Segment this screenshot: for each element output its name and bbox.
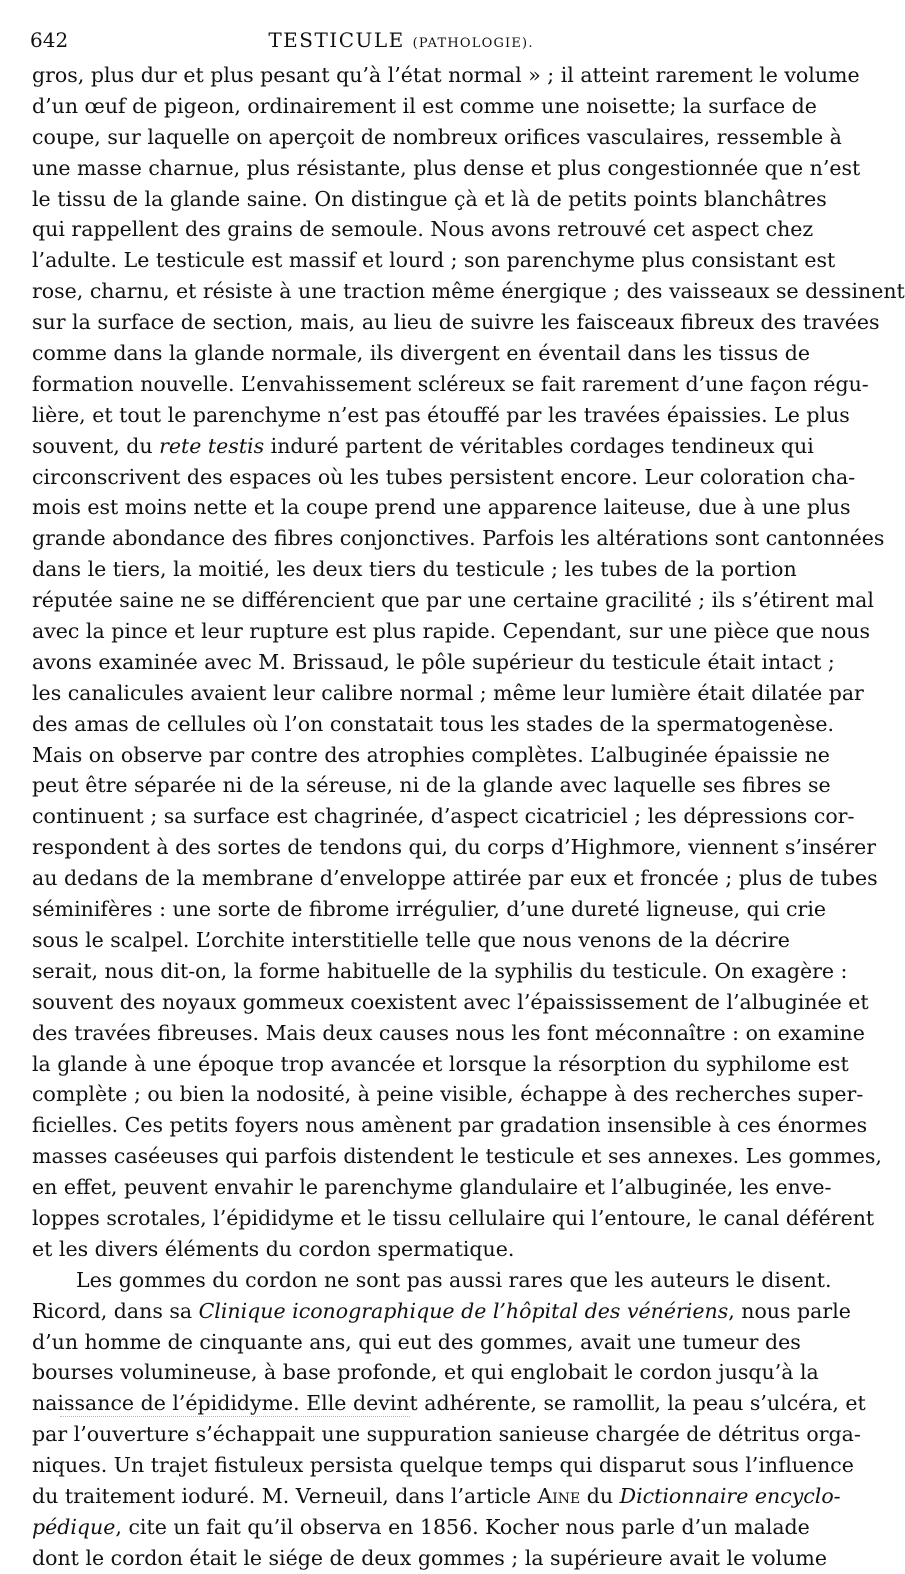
- text-line: peut être séparée ni de la séreuse, ni de la glande avec laquelle ses fibres se: [32, 773, 831, 798]
- running-title-section: (PATHOLOGIE).: [412, 36, 534, 51]
- running-head: [30, 28, 772, 62]
- text-line: dans le tiers, la moitié, les deux tiers du testicule ; les tubes de la portion: [32, 557, 797, 582]
- text-line: souvent des noyaux gommeux coexistent avec l’épaississement de l’albuginée et: [32, 989, 869, 1014]
- text-segment: induré partent de véritables cordages tendineux qui: [264, 433, 814, 458]
- page-number: 642: [30, 28, 69, 52]
- text-line: [32, 1296, 851, 1327]
- italic-title-dictionnaire: Dictionnaire encyclo-: [619, 1483, 841, 1508]
- text-line: [32, 431, 814, 462]
- text-line: une masse charnue, plus résistante, plus dense et plus congestionnée que n’est: [32, 155, 861, 180]
- smallcaps-name-aine: Aine: [537, 1483, 581, 1508]
- text-line: serait, nous dit-on, la forme habituelle de la syphilis du testicule. On exagère :: [32, 958, 848, 983]
- text-line: formation nouvelle. L’envahissement scléreux se fait rarement d’une façon régu-: [32, 371, 869, 396]
- text-line: sous le scalpel. L’orchite interstitielle telle que nous venons de la décrire: [32, 927, 790, 952]
- running-title: [30, 28, 772, 52]
- text-line: comme dans la glande normale, ils divergent en éventail dans les tissus de: [32, 341, 811, 366]
- text-line: les canalicules avaient leur calibre normal ; même leur lumière était dilatée par: [32, 680, 864, 705]
- text-line: loppes scrotales, l’épididyme et le tissu cellulaire qui l’entoure, le canal déférent: [32, 1205, 875, 1230]
- text-line: bourses volumineuse, à base profonde, et qui englobait le cordon jusqu’à la: [32, 1360, 819, 1385]
- text-line: des amas de cellules où l’on constatait tous les stades de la spermatogenèse.: [32, 711, 835, 736]
- text-line: respondent à des sortes de tendons qui, du corps d’Highmore, viennent s’insérer: [32, 835, 877, 860]
- italic-title-pedique: pédique: [32, 1514, 116, 1539]
- text-line: masses caséeuses qui parfois distendent le testicule et ses annexes. Les gommes,: [32, 1144, 882, 1169]
- text-line: dont le cordon était le siége de deux gommes ; la supérieure avait le volume: [32, 1545, 827, 1570]
- text-line: niques. Un trajet fistuleux persista quelque temps qui disparut sous l’influence: [32, 1453, 854, 1478]
- text-line: avec la pince et leur rupture est plus rapide. Cependant, sur une pièce que nous: [32, 619, 871, 644]
- text-line: rose, charnu, et résiste à une traction même énergique ; des vaisseaux se dessinent: [32, 279, 905, 304]
- text-line: et les divers éléments du cordon spermatique.: [32, 1236, 515, 1261]
- italic-title-clinique: Clinique iconographique de l’hôpital des vénériens: [198, 1298, 729, 1323]
- text-line: ficielles. Ces petits foyers nous amènent par gradation insensible à ces énormes: [32, 1113, 868, 1138]
- text-line: [32, 1512, 810, 1543]
- text-line: grande abondance des fibres conjonctives. Parfois les altérations sont cantonnées: [32, 526, 885, 551]
- text-segment: Ricord, dans sa: [32, 1298, 199, 1323]
- text-line: en effet, peuvent envahir le parenchyme glandulaire et l’albuginée, les enve-: [32, 1175, 832, 1200]
- text-line: lière, et tout le parenchyme n’est pas étouffé par les travées épaissies. Le plus: [32, 402, 850, 427]
- text-segment: du: [580, 1483, 620, 1508]
- italic-term-rete-testis: rete testis: [159, 433, 265, 458]
- text-line: l’adulte. Le testicule est massif et lourd ; son parenchyme plus consistant est: [32, 248, 836, 273]
- text-line: d’un œuf de pigeon, ordinairement il est comme une noisette; la surface de: [32, 93, 817, 118]
- text-line: sur la surface de section, mais, au lieu de suivre les faisceaux fibreux des travées: [32, 310, 880, 335]
- text-line: continuent ; sa surface est chagrinée, d’aspect cicatriciel ; les dépressions cor-: [32, 804, 855, 829]
- text-line: [32, 1481, 841, 1512]
- text-line: gros, plus dur et plus pesant qu’à l’état normal » ; il atteint rarement le volume: [32, 63, 860, 87]
- text-segment: du traitement ioduré. M. Verneuil, dans l’article: [32, 1483, 538, 1508]
- text-line: le tissu de la glande saine. On distingue çà et là de petits points blanchâtres: [32, 186, 827, 211]
- text-line: la glande à une époque trop avancée et lorsque la résorption du syphilome est: [32, 1051, 849, 1076]
- text-segment: , nous parle: [728, 1298, 851, 1323]
- text-line: complète ; ou bien la nodosité, à peine visible, échappe à des recherches super-: [32, 1082, 864, 1107]
- text-line: coupe, sur laquelle on aperçoit de nombreux orifices vasculaires, ressemble à: [32, 124, 842, 149]
- footer-rule: [60, 1416, 410, 1417]
- text-line: au dedans de la membrane d’enveloppe attirée par eux et froncée ; plus de tubes: [32, 866, 878, 891]
- text-line: circonscrivent des espaces où les tubes persistent encore. Leur coloration cha-: [32, 464, 856, 489]
- text-segment: , cite un fait qu’il observa en 1856. Kocher nous parle d’un malade: [115, 1514, 810, 1539]
- text-line: séminifères : une sorte de fibrome irrégulier, d’une dureté ligneuse, qui crie: [32, 897, 827, 922]
- text-line: Mais on observe par contre des atrophies complètes. L’albuginée épaissie ne: [32, 742, 830, 767]
- text-line: naissance de l’épididyme. Elle devint adhérente, se ramollit, la peau s’ulcéra, et: [32, 1391, 866, 1416]
- text-line: réputée saine ne se différencient que par une certaine gracilité ; ils s’étirent mal: [32, 588, 874, 613]
- text-line: Les gommes du cordon ne sont pas aussi rares que les auteurs le disent.: [76, 1267, 832, 1292]
- text-line: avons examinée avec M. Brissaud, le pôle supérieur du testicule était intact ;: [32, 649, 835, 674]
- text-line: qui rappellent des grains de semoule. Nous avons retrouvé cet aspect chez: [32, 217, 814, 242]
- text-line: mois est moins nette et la coupe prend une apparence laiteuse, due à une plus: [32, 495, 851, 520]
- text-line: d’un homme de cinquante ans, qui eut des gommes, avait une tumeur des: [32, 1329, 801, 1354]
- text-segment: souvent, du: [32, 433, 160, 458]
- text-line: des travées fibreuses. Mais deux causes nous les font méconnaître : on examine: [32, 1020, 865, 1045]
- running-title-main: TESTICULE: [268, 28, 405, 52]
- body-text: [32, 60, 905, 1574]
- text-line: par l’ouverture s’échappait une suppuration sanieuse chargée de détritus orga-: [32, 1422, 861, 1447]
